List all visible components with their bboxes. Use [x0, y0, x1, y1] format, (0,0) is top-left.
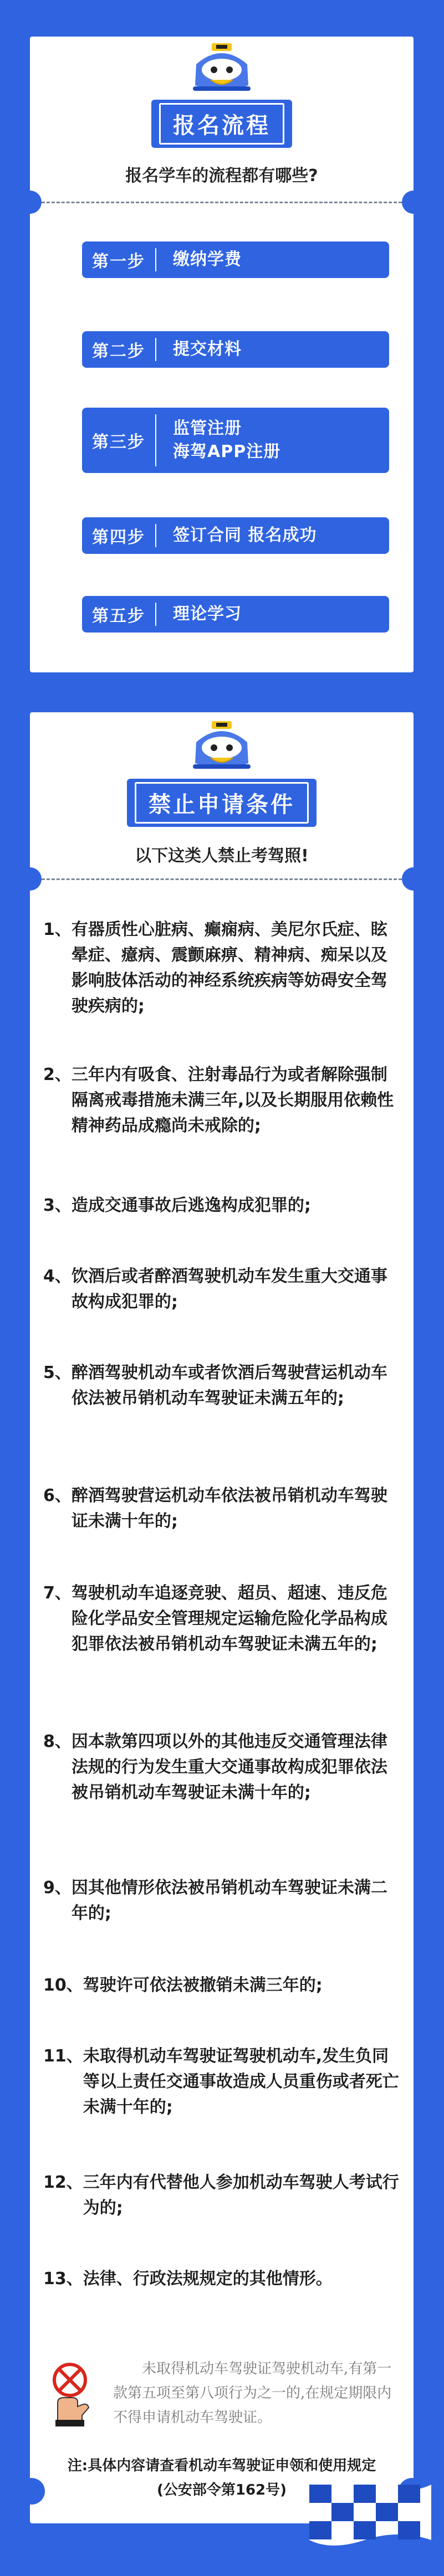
rule-number: 8、 — [43, 1732, 72, 1751]
registration-process-card — [30, 37, 414, 672]
mascot-car-icon — [188, 720, 255, 775]
rule-item-12 — [43, 2170, 400, 2221]
warning-text: 未取得机动车驾驶证驾驶机动车,有第一款第五项至第八项行为之一的,在规定期限内不得申请机动车驾驶证。 — [113, 2361, 392, 2426]
step-row-5 — [82, 596, 389, 633]
rule-number: 10、 — [43, 1976, 83, 1995]
rule-item-1 — [43, 917, 400, 1019]
step-number: 第一步 — [92, 252, 145, 271]
step-text: 提交材料 — [173, 340, 242, 359]
rule-item-6 — [43, 1483, 400, 1534]
rule-text: 三年内有吸食、注射毒品行为或者解除强制隔离戒毒措施未满三年,以及长期服用依赖性精神药品成瘾尚未戒除的; — [71, 1065, 394, 1135]
step-number: 第四步 — [92, 528, 145, 547]
rule-text: 醉酒驾驶营运机动车依法被吊销机动车驾驶证未满十年的; — [71, 1486, 387, 1531]
step-row-2 — [82, 331, 389, 368]
rule-item-8 — [43, 1729, 400, 1806]
rule-number: 13、 — [43, 2269, 83, 2289]
rule-item-4 — [43, 1264, 400, 1315]
rule-number: 11、 — [43, 2047, 83, 2066]
ticket-notch-right — [402, 867, 425, 891]
prohibited-conditions-card — [30, 712, 414, 2523]
rule-item-9 — [43, 1875, 400, 1926]
step-text: 签订合同 报名成功 — [173, 526, 317, 545]
step-text: 理论学习 — [173, 604, 242, 624]
rule-text: 驾驶机动车追逐竞驶、超员、超速、违反危险化学品安全管理规定运输危险化学品构成犯罪依法被吊销机动车驾驶证未满五年的; — [71, 1583, 387, 1654]
rule-number: 2、 — [43, 1065, 72, 1084]
rule-item-7 — [43, 1581, 400, 1657]
step-text-line-1: 监管注册 — [173, 419, 242, 438]
source-note-line-1: 注:具体内容请查看机动车驾驶证申领和使用规定 — [67, 2457, 376, 2474]
rule-item-11 — [43, 2044, 400, 2120]
step-number: 第三步 — [92, 433, 145, 452]
dashed-divider — [37, 202, 407, 203]
rule-text: 未取得机动车驾驶证驾驶机动车,发生负同等以上责任交通事故造成人员重伤或者死亡未满十年的; — [83, 2047, 399, 2117]
rule-item-10 — [43, 1973, 400, 1998]
rule-number: 9、 — [43, 1878, 72, 1898]
rule-item-5 — [43, 1360, 400, 1411]
dashed-divider — [37, 878, 407, 880]
rule-text: 三年内有代替他人参加机动车驾驶人考试行为的; — [83, 2173, 399, 2218]
rule-text: 醉酒驾驶机动车或者饮酒后驾驶营运机动车依法被吊销机动车驾驶证未满五年的; — [71, 1363, 387, 1408]
step-number: 第五步 — [92, 606, 145, 626]
rule-number: 5、 — [43, 1363, 72, 1382]
step-number: 第二步 — [92, 342, 145, 361]
ticket-notch-left — [18, 191, 42, 214]
rule-number: 1、 — [43, 920, 72, 939]
rule-text: 因其他情形依法被吊销机动车驾驶证未满二年的; — [71, 1878, 387, 1923]
step-text-line-2: 海驾APP注册 — [173, 442, 281, 461]
section-title-registration — [151, 100, 292, 148]
prohibited-subtitle: 以下这类人禁止考驾照! — [135, 846, 309, 866]
step-text: 缴纳学费 — [173, 250, 242, 269]
rule-text: 驾驶许可依法被撤销未满三年的; — [83, 1976, 323, 1995]
registration-question: 报名学车的流程都有哪些? — [125, 166, 318, 186]
rule-item-3 — [43, 1193, 400, 1218]
rule-text: 因本款第四项以外的其他违反交通管理法律法规的行为发生重大交通事故构成犯罪依法被吊销机动车驾驶证未满十年的; — [71, 1732, 387, 1802]
warning-block — [43, 2352, 400, 2435]
section-title-text: 禁止申请条件 — [135, 782, 309, 824]
rule-text: 法律、行政法规规定的其他情形。 — [83, 2269, 333, 2289]
ticket-notch-right — [402, 191, 425, 214]
checkered-flag-decoration-icon — [304, 2474, 437, 2551]
rule-number: 6、 — [43, 1486, 72, 1505]
ticket-notch-left-bottom — [18, 2478, 45, 2505]
rule-text: 有器质性心脏病、癫痫病、美尼尔氏症、眩晕症、癔病、震颤麻痹、精神病、痴呆以及影响肢体活动的神经系统疾病等妨碍安全驾驶疾病的; — [71, 920, 387, 1016]
no-driving-hand-icon — [43, 2360, 96, 2426]
mascot-car-icon — [188, 42, 255, 97]
rule-text: 造成交通事故后逃逸构成犯罪的; — [71, 1196, 311, 1215]
step-row-4 — [82, 517, 389, 554]
rule-item-2 — [43, 1062, 400, 1139]
rule-number: 4、 — [43, 1267, 72, 1286]
ticket-notch-left — [18, 867, 42, 891]
rule-number: 7、 — [43, 1583, 72, 1603]
rule-number: 3、 — [43, 1196, 72, 1215]
rule-item-13 — [43, 2266, 400, 2292]
section-title-prohibited — [127, 779, 317, 827]
rule-number: 12、 — [43, 2173, 83, 2192]
step-text — [156, 417, 280, 464]
source-note-line-2: (公安部令第162号) — [156, 2482, 287, 2498]
step-row-3 — [82, 408, 389, 473]
section-title-text: 报名流程 — [159, 103, 284, 145]
step-row-1 — [82, 241, 389, 278]
rule-text: 饮酒后或者醉酒驾驶机动车发生重大交通事故构成犯罪的; — [71, 1267, 387, 1312]
